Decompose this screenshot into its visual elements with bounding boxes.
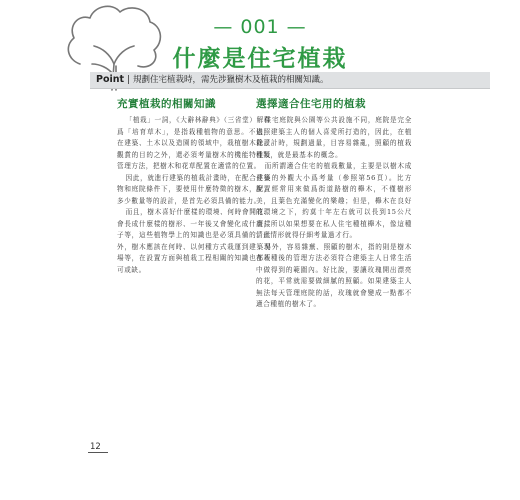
left-paragraph-3: 而且，樹木喜好什麼樣的環境、何時會開花、會長成什麼樣的樹形、一年後又會變化成什麼樣子等，這些植物學上的知識也是必須具備的。此外，樹木應該在何時、以何種方式栽運到建築現場等，在設置方面與植栽工程相關的知識也都不可或缺。 [117,208,271,274]
page-number: 12 [90,442,101,452]
right-paragraph-2: 而所謂適合住宅的植栽數量，主要是以樹木成長後的外觀大小爲考量（參照第56頁）。比方說，經常用來做爲街道路樹的櫸木，不僅樹形美，且葉色充滿變化的樂趣；但是，櫸木在良好的環境之下，約莫十年左右就可以長到15公尺高，所以如果想要在私人住宅種植櫸木，像這種情形情形就得仔細考量過才行。 [256,162,412,239]
page-title: 什麼是住宅植栽 [172,46,348,72]
point-text: 規劃住宅植栽時，需先涉獵樹木及植栽的相關知識。 [132,75,329,85]
point-separator: | [127,75,130,85]
point-bar [90,72,490,89]
left-paragraph-1: 「植栽」一詞，《大辭林辭典》（三省堂）解釋爲「培育草木」，是指栽種植物的意思。不過，在建築、土木以及造園的領域中，栽植樹木除了觀賞的目的之外，還必須考量樹木的機能特性及管理方法，把樹木和花草配置在適當的位置。 [117,116,271,170]
right-heading: 選擇適合住宅用的植栽 [256,98,366,110]
point-label: Point [96,74,125,85]
left-column [117,96,271,276]
right-paragraph-3: 另外，容易雜蕪、照顧的樹木，指的則是樹木在栽種後的管理方法必須符合建築主人日常生活中做得到的範圍內。好比說，要讓玫瑰開出漂亮的花，平常就需要做細膩的照顧。如果建築主人無法每天管理庭院的話，玫瑰就會變成一點都不適合種植的樹木了。 [256,242,412,308]
left-heading: 充實植栽的相關知識 [117,98,216,110]
page-number-rule [88,452,108,453]
chapter-number: — 001 — [213,16,307,38]
left-paragraph-2: 因此，就進行建築的植栽計畫時，在配合建築物和庭院條件下，要使用什麼特徵的樹木，配置多少數量等的設計，是首先必須具備的能力。 [117,173,271,205]
right-paragraph-1: 住宅庭院與公園等公共設施不同，庭院是完全依照建築主人的個人喜愛所打造的，因此，在植栽設計時，規劃過量，目容易雜亂，照顧的植栽種類，就是最基本的概念。 [256,116,412,159]
right-column [256,96,412,311]
